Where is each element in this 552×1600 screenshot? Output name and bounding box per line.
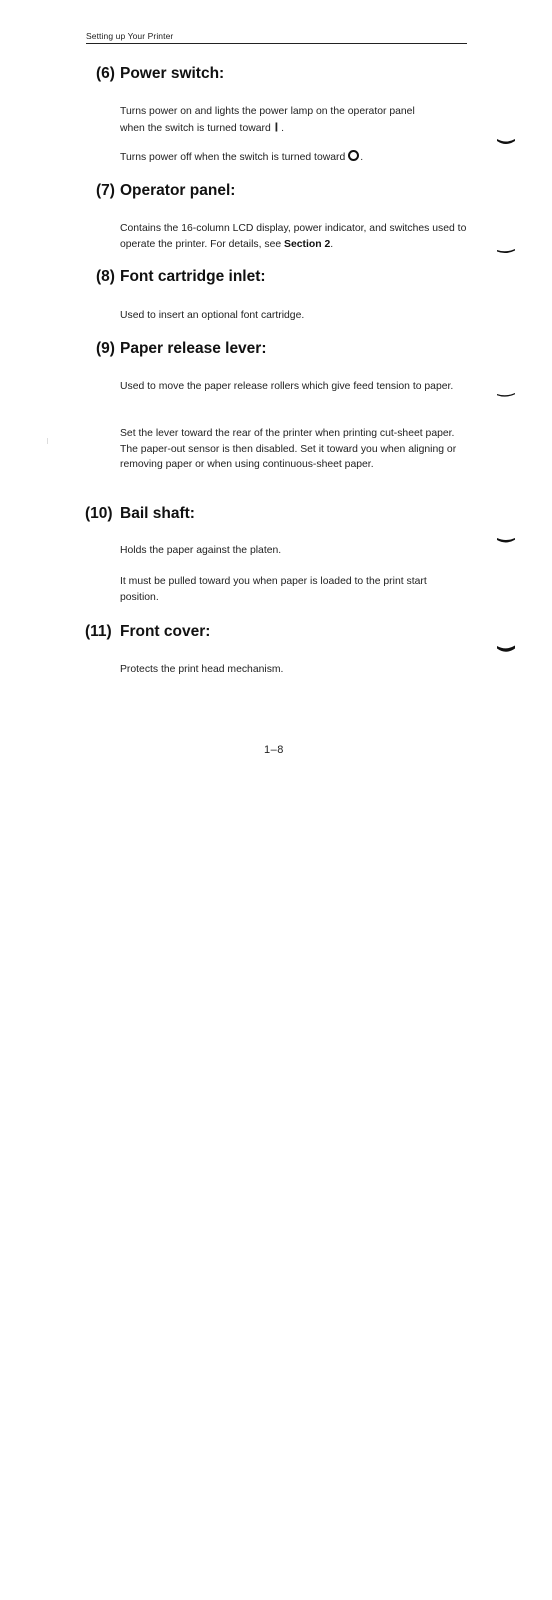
paragraph-power-on: Turns power on and lights the power lamp on the operator panel when the switch is turned toward I . [120,106,415,135]
section-number: (7) [96,182,115,199]
section-heading-operator-panel [96,182,236,200]
section-title: Paper release lever: [120,340,267,357]
paragraph-font-cartridge: Used to insert an optional font cartridge. [120,310,305,321]
binder-hole-mark [496,248,516,256]
section-number: (8) [96,268,115,285]
section-reference: Section 2 [284,238,331,250]
binder-hole-mark [496,392,516,400]
paragraph-line: when the switch is turned toward [120,122,271,134]
power-on-symbol: I [274,118,279,135]
paragraph-bail-shaft-1: Holds the paper against the platen. [120,545,282,556]
section-heading-front-cover [85,623,211,641]
binder-hole-mark [496,138,516,146]
paragraph-line: Turns power off when the switch is turned toward [120,152,346,163]
section-heading-power-switch [96,65,225,83]
power-off-symbol [348,150,359,161]
binder-hole-mark [496,645,516,653]
section-title: Front cover: [120,623,211,640]
paragraph-bail-shaft-2: It must be pulled toward you when paper is loaded to the print start position. [120,576,427,603]
section-number: (11) [85,623,112,640]
section-heading-font-cartridge-inlet [96,268,266,286]
binder-hole-mark [496,537,516,545]
page-number: 1–8 [264,744,284,756]
section-title: Operator panel: [120,182,236,199]
paragraph-power-off: Turns power off when the switch is turned toward . [120,152,364,163]
running-header: Setting up Your Printer [86,31,174,41]
section-heading-bail-shaft [85,505,195,523]
section-number: (9) [96,340,115,357]
section-number: (10) [85,505,113,522]
scan-speck [47,438,48,444]
section-title: Bail shaft: [120,505,195,522]
paragraph-operator-panel: Contains the 16-column LCD display, power indicator, and switches used to operate the printer. For details, see Section 2. [120,223,467,250]
header-rule [86,43,467,44]
paragraph-line: Turns power on and lights the power lamp on the operator panel [120,106,415,117]
paragraph-paper-release-2: Set the lever toward the rear of the printer when printing cut-sheet paper. The paper-out sensor is then disabled. Set it toward you when aligning or removing paper or when using continuous-sheet paper. [120,428,457,470]
section-title: Font cartridge inlet: [120,268,266,285]
section-heading-paper-release-lever [96,340,267,358]
section-number: (6) [96,65,115,82]
paragraph-front-cover: Protects the print head mechanism. [120,664,284,675]
paragraph-paper-release-1: Used to move the paper release rollers which give feed tension to paper. [120,381,454,392]
section-title: Power switch: [120,65,225,82]
